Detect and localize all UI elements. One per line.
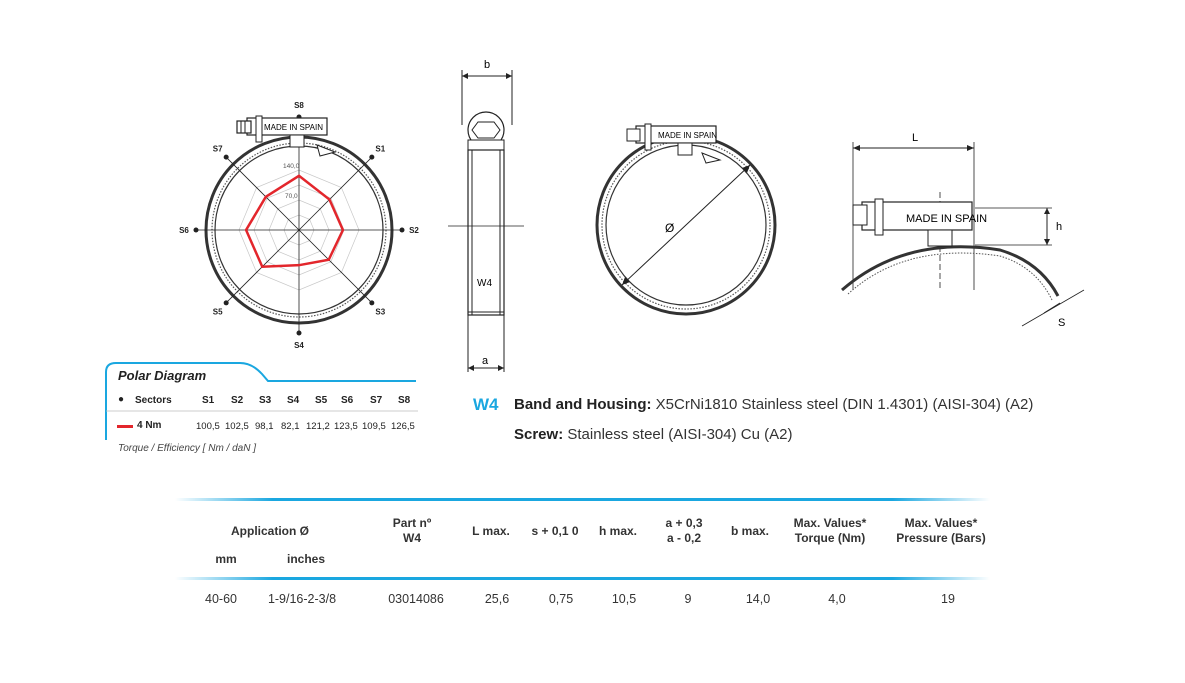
polar-axis-s1	[299, 157, 372, 230]
sector-head-s1: S1	[202, 395, 215, 406]
polar-axis-s3	[299, 230, 372, 303]
sectors-label: Sectors	[135, 395, 172, 406]
td-inches: 1-9/16-2-3/8	[267, 592, 337, 606]
dim-w4-label: W4	[477, 278, 492, 289]
value-s3: 98,1	[255, 421, 274, 432]
detail-view-drawing	[840, 125, 1080, 335]
th-bmax: b max.	[730, 524, 770, 538]
bullet-icon: ●	[118, 394, 125, 405]
sector-head-s6: S6	[341, 395, 354, 406]
polar-diagram-title: Polar Diagram	[118, 368, 207, 383]
polar-axes	[194, 115, 405, 336]
front-view-drawing	[590, 115, 790, 315]
side-view-drawing	[440, 55, 530, 375]
th-s: s + 0,1 0	[531, 524, 579, 538]
sector-head-s5: S5	[315, 395, 328, 406]
dim-b-label: b	[484, 59, 491, 71]
th-lmax: L max.	[472, 524, 510, 538]
value-s7: 109,5	[362, 421, 386, 432]
detail-stamp: MADE IN SPAIN	[906, 213, 988, 225]
th-hmax: h max.	[598, 524, 638, 538]
th-part-line2: W4	[402, 531, 421, 545]
value-s2: 102,5	[225, 421, 249, 432]
series-name: 4 Nm	[137, 420, 162, 431]
spec-screw-line	[514, 426, 792, 443]
sector-head-s4: S4	[287, 395, 300, 406]
value-s8: 126,5	[391, 421, 415, 432]
td-hmax: 10,5	[611, 592, 637, 606]
value-s5: 121,2	[306, 421, 330, 432]
front-housing-icon	[627, 124, 720, 163]
th-pressure-line1: Max. Values*	[904, 516, 978, 530]
polar-axis-dot	[369, 300, 374, 305]
value-s1: 100,5	[196, 421, 220, 432]
th-inches: inches	[286, 552, 326, 566]
sector-head-s7: S7	[370, 395, 383, 406]
th-a-line2: a - 0,2	[666, 531, 702, 545]
th-application: Application Ø	[231, 524, 309, 538]
polar-axis-dot	[224, 155, 229, 160]
dim-L-label: L	[912, 132, 919, 144]
polar-diagram	[170, 85, 440, 350]
screw-label: Screw:	[514, 426, 564, 443]
polar-axis-dot	[194, 228, 199, 233]
td-mm: 40-60	[205, 592, 237, 606]
th-part	[393, 516, 431, 546]
front-stamp: MADE IN SPAIN	[658, 131, 717, 140]
polar-axis-dot	[369, 155, 374, 160]
td-part: 03014086	[388, 592, 444, 606]
polar-sector-label-s2: S2	[409, 226, 419, 235]
td-a: 9	[684, 592, 692, 606]
th-torque-line1: Max. Values*	[793, 516, 867, 530]
band-label: Band and Housing:	[514, 396, 652, 413]
td-pressure: 19	[941, 592, 955, 606]
polar-sector-label-s8: S8	[294, 101, 304, 110]
table-rules	[170, 495, 1000, 585]
dim-a-label: a	[482, 355, 489, 367]
polar-stamp: MADE IN SPAIN	[264, 123, 323, 132]
band-text: X5CrNi1810 Stainless steel (DIN 1.4301) (AISI-304) (A2)	[655, 396, 1034, 413]
value-s6: 123,5	[334, 421, 358, 432]
th-torque	[794, 516, 867, 546]
polar-sector-label-s3: S3	[375, 307, 386, 317]
th-pressure	[896, 516, 985, 546]
polar-axis-dot	[297, 331, 302, 336]
td-bmax: 14,0	[745, 592, 771, 606]
value-s4: 82,1	[281, 421, 300, 432]
td-s: 0,75	[548, 592, 574, 606]
polar-axis-dot	[224, 300, 229, 305]
scale-label-70: 70,0	[285, 193, 298, 200]
sector-head-s8: S8	[398, 395, 411, 406]
td-lmax: 25,6	[484, 592, 510, 606]
th-a	[665, 516, 702, 546]
polar-sector-label-s7: S7	[212, 144, 223, 154]
series-swatch	[117, 425, 133, 428]
polar-series-4nm	[246, 176, 343, 267]
sector-head-s3: S3	[259, 395, 272, 406]
polar-axis-dot	[400, 228, 405, 233]
th-pressure-line2: Pressure (Bars)	[896, 531, 986, 545]
dim-diameter-label: Ø	[665, 221, 675, 235]
legend-caption: Torque / Efficiency [ Nm / daN ]	[118, 443, 257, 454]
th-torque-line2: Torque (Nm)	[794, 531, 866, 545]
polar-sector-label-s4: S4	[294, 341, 304, 350]
polar-sector-label-s6: S6	[179, 226, 189, 235]
polar-sector-label-s1: S1	[375, 144, 386, 154]
th-part-line1: Part nº	[392, 516, 432, 530]
screw-text: Stainless steel (AISI-304) Cu (A2)	[567, 426, 793, 443]
dim-S-label: S	[1058, 317, 1066, 329]
spec-code: W4	[473, 395, 499, 414]
dim-h-label: h	[1056, 221, 1063, 233]
sector-head-s2: S2	[231, 395, 244, 406]
th-mm: mm	[215, 552, 237, 566]
polar-sector-label-s5: S5	[212, 307, 223, 317]
th-a-line1: a + 0,3	[665, 516, 703, 530]
spec-band-line	[514, 396, 1033, 413]
td-torque: 4,0	[828, 592, 846, 606]
scale-label-140: 140,0	[283, 163, 300, 170]
